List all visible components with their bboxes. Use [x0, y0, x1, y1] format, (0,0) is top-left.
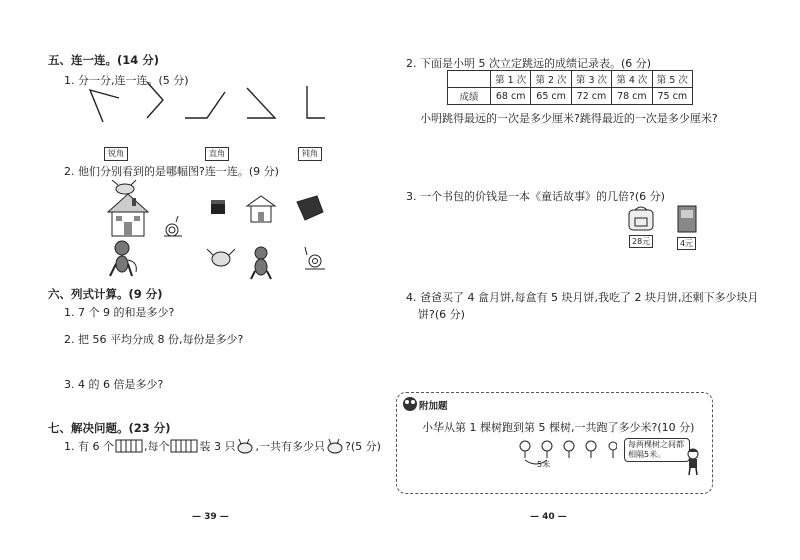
label-acute-angle: 锐角: [104, 147, 128, 161]
section-7-title: 七、解决问题。(23 分): [48, 421, 171, 435]
tree-icon: [586, 441, 596, 458]
table-header-row: [448, 71, 693, 88]
rabbit-icon: [325, 438, 345, 454]
question-r-4-line2: 饼?(6 分): [418, 308, 465, 321]
views-row-2: [205, 243, 335, 283]
school-bag-icon: [625, 206, 659, 232]
table-header-cell: 第 2 次: [531, 71, 571, 88]
tree-row-figure: [517, 438, 617, 468]
question-5-1: 1. 分一分,连一连。(5 分): [64, 74, 189, 87]
bag-price-tag: 28元: [629, 235, 653, 248]
house-side-view-icon: [211, 200, 225, 214]
table-cell: 成绩: [448, 88, 491, 105]
angle-figure-5: [307, 86, 325, 118]
label-right-angle: 直角: [205, 147, 229, 161]
speech-bubble: 每两棵树之间都相隔5米。: [624, 438, 690, 462]
tree-icon: [520, 441, 530, 458]
question-7-1-part-b: ,每个: [143, 440, 170, 453]
question-7-1-part-d: ,一共有多少只: [255, 440, 325, 453]
jump-record-table: [447, 70, 693, 105]
bonus-title: 附加题: [419, 401, 448, 412]
house-icon: [108, 194, 148, 236]
bird-view-icon: [207, 249, 235, 266]
house-top-view-icon: [297, 196, 323, 220]
question-7-1-part-a: 1. 有 6 个: [64, 440, 114, 453]
question-7-1: [64, 438, 381, 454]
tree-icon: [564, 441, 574, 458]
angle-figure-1: [90, 90, 119, 122]
table-header-cell: 第 3 次: [571, 71, 611, 88]
table-header-cell: 第 4 次: [612, 71, 652, 88]
table-cell: 75 cm: [652, 88, 692, 105]
question-6-3: 3. 4 的 6 倍是多少?: [64, 378, 164, 391]
monkey-icon: [110, 241, 136, 276]
question-6-2: 2. 把 56 平均分成 8 份,每份是多少?: [64, 333, 244, 346]
page-number-left: — 39 —: [192, 512, 229, 522]
monkey-view-icon: [251, 247, 271, 279]
question-r-2-ask: 小明跳得最远的一次是多少厘米?跳得最近的一次是多少厘米?: [420, 112, 718, 125]
table-cell: 78 cm: [612, 88, 652, 105]
question-5-2: 2. 他们分别看到的是哪幅图?连一连。(9 分): [64, 165, 279, 178]
snail-icon: [164, 216, 182, 236]
question-r-3: 3. 一个书包的价钱是一本《童话故事》的几倍?(6 分): [406, 190, 665, 203]
table-cell: 68 cm: [491, 88, 531, 105]
table-header-cell: 第 5 次: [652, 71, 692, 88]
owl-mascot-icon: [402, 394, 418, 412]
table-row: [448, 88, 693, 105]
distance-label: 5米: [537, 460, 551, 469]
boy-icon: [684, 448, 702, 476]
cage-icon: [115, 438, 143, 454]
section-5-title: 五、连一连。(14 分): [48, 53, 160, 67]
question-6-1: 1. 7 个 9 的和是多少?: [64, 306, 175, 319]
bonus-question: 小华从第 1 棵树跑到第 5 棵树,一共跑了多少米?(10 分): [422, 421, 695, 434]
section-6-title: 六、列式计算。(9 分): [48, 287, 163, 301]
book-price-tag: 4元: [677, 237, 696, 250]
question-r-2: 2. 下面是小明 5 次立定跳远的成绩记录表。(6 分): [406, 57, 652, 70]
tree-icon: [542, 441, 552, 458]
snail-view-icon: [305, 247, 325, 269]
angle-figure-2: [147, 82, 163, 118]
table-cell: 72 cm: [571, 88, 611, 105]
question-7-1-part-e: ?(5 分): [344, 440, 381, 453]
angle-figure-3: [185, 92, 225, 118]
book-icon: [675, 204, 701, 234]
cage-icon: [170, 438, 198, 454]
house-front-view-icon: [247, 196, 275, 222]
rabbit-icon: [235, 438, 255, 454]
label-obtuse-angle: 钝角: [298, 147, 322, 161]
table-cell: 65 cm: [531, 88, 571, 105]
question-r-4-line1: 4. 爸爸买了 4 盒月饼,每盒有 5 块月饼,我吃了 2 块月饼,还剩下多少块月: [406, 291, 759, 304]
tree-icon: [609, 442, 617, 458]
angle-figure-4: [247, 88, 275, 118]
views-row-1: [205, 190, 335, 230]
angle-figures: [85, 78, 325, 128]
bird-icon: [112, 180, 136, 194]
table-header-cell: 第 1 次: [491, 71, 531, 88]
page-number-right: — 40 —: [530, 512, 567, 522]
table-header-cell: [448, 71, 491, 88]
question-7-1-part-c: 装 3 只: [199, 440, 236, 453]
